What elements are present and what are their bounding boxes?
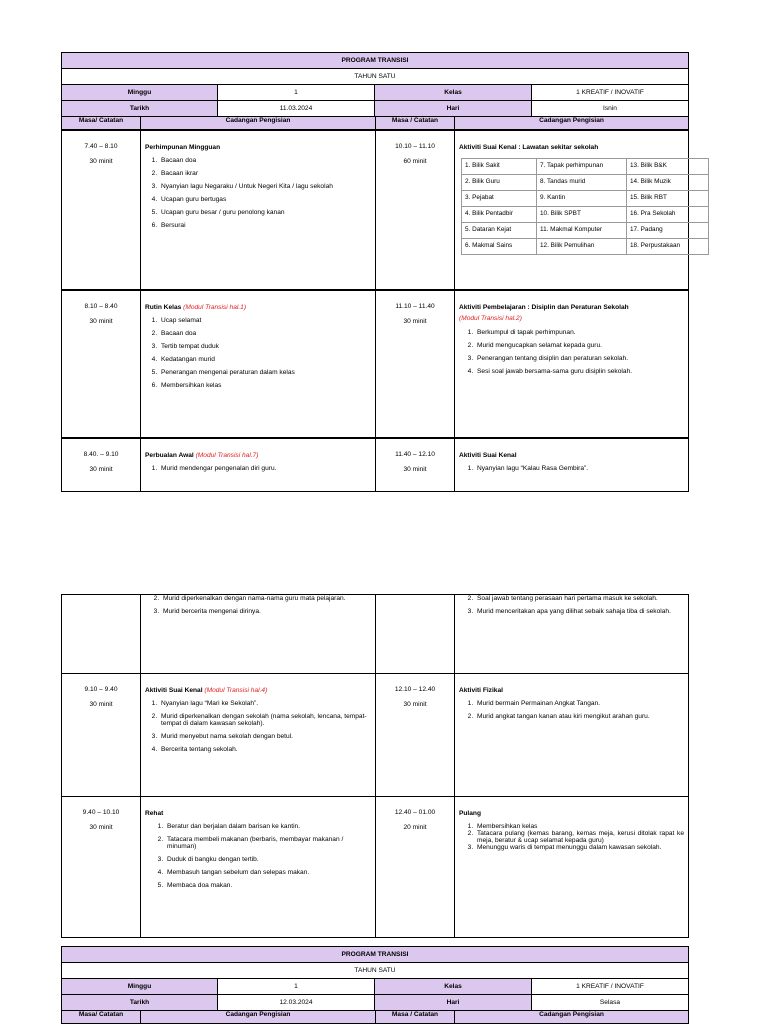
- activity-name: Aktiviti Suai Kenal: [459, 452, 517, 459]
- time-cell-right: [375, 673, 455, 797]
- list-item: 4. Bercerita tentang sekolah.: [159, 746, 371, 753]
- time-cell-continued-right: [375, 594, 455, 674]
- time-cell-left: [61, 438, 141, 492]
- activity-list: [459, 823, 684, 851]
- list-item: 1. Ucap selamat: [159, 317, 371, 324]
- duration: 30 minit: [89, 466, 113, 473]
- room-cell: 6. Makmal Sains: [462, 239, 537, 255]
- activity-name: Aktiviti Suai Kenal : Lawatan sekitar sekolah: [459, 144, 599, 151]
- room-cell: 14. Bilik Muzik: [627, 175, 709, 191]
- time-cell-right: [375, 290, 455, 438]
- activity-name: Rehat: [145, 810, 164, 817]
- list-item: 4. Sesi soal jawab bersama-sama guru disiplin sekolah.: [475, 368, 684, 375]
- activity-name: Aktiviti Pembelajaran : Disiplin dan Peraturan Sekolah: [459, 304, 629, 311]
- minggu-label: Minggu: [61, 84, 218, 101]
- list-item: 1. Nyanyian lagu “Mari ke Sekolah”.: [159, 700, 371, 707]
- cadangan-header: Cadangan Pengisian: [140, 116, 376, 130]
- time-range: 9.10 – 9.40: [84, 686, 118, 693]
- list-item: 3. Penerangan tentang disiplin dan peraturan sekolah.: [475, 355, 684, 362]
- activity-cell-right: [454, 130, 689, 290]
- room-cell: 5. Dataran Kejat: [462, 223, 537, 239]
- activity-cell-left: [140, 438, 376, 492]
- room-cell: 11. Makmal Komputer: [537, 223, 627, 239]
- list-item: 4. Membasuh tangan sebelum dan selepas makan.: [165, 869, 371, 876]
- room-cell: 2. Bilik Guru: [462, 175, 537, 191]
- module-reference: (Modul Transisi hal.7): [195, 452, 259, 459]
- room-cell: 17. Padang: [627, 223, 709, 239]
- activity-title: [145, 810, 371, 817]
- activity-name: Pulang: [459, 810, 481, 817]
- rooms-table: [461, 158, 709, 255]
- duration: 30 minit: [89, 318, 113, 325]
- activity-title: [459, 304, 684, 311]
- room-cell: 3. Pejabat: [462, 191, 537, 207]
- cadangan-header: Cadangan Pengisian: [140, 1010, 376, 1024]
- list-item: 2. Murid diperkenalkan dengan sekolah (nama sekolah, lencana, tempat-tempat di dalam kawasan sekolah).: [159, 713, 371, 727]
- duration: 30 minit: [403, 318, 427, 325]
- activity-list: [145, 823, 371, 889]
- time-cell-left: [61, 673, 141, 797]
- activity-list: [145, 157, 371, 229]
- time-range: 8.40. – 9.10: [83, 451, 119, 458]
- list-item: 2. Murid mengucapkan selamat kepada guru.: [475, 342, 684, 349]
- list-item: 3. Duduk di bangku dengan tertib.: [165, 856, 371, 863]
- list-item: 4. Ucapan guru bertugas: [159, 196, 371, 203]
- room-cell: 10. Bilik SPBT: [537, 207, 627, 223]
- time-range: 7.40 – 8.10: [84, 143, 118, 150]
- list-item: 2. Bacaan doa: [159, 330, 371, 337]
- duration: 20 minit: [403, 824, 427, 831]
- list-item: 1. Beratur dan berjalan dalam barisan ke kantin.: [165, 823, 371, 830]
- room-cell: 4. Bilik Pentadbir: [462, 207, 537, 223]
- activity-name: Aktiviti Suai Kenal: [145, 687, 203, 694]
- list-item: 2. Bacaan ikrar: [159, 170, 371, 177]
- room-cell: 7. Tapak perhimpunan: [537, 159, 627, 175]
- time-range: 8.10 – 8.40: [84, 303, 118, 310]
- cadangan-header-2: Cadangan Pengisian: [454, 116, 689, 130]
- duration: 30 minit: [403, 466, 427, 473]
- activity-cell-right: [454, 290, 689, 438]
- time-cell-right: [375, 796, 455, 938]
- activity-list: [145, 317, 371, 389]
- masa-header: Masa/ Catatan: [61, 116, 141, 130]
- list-item: 2. Soal jawab tentang perasaan hari pertama masuk ke sekolah.: [475, 595, 684, 602]
- activity-list: [459, 700, 684, 720]
- duration: 30 minit: [89, 824, 113, 831]
- program-title: PROGRAM TRANSISI: [61, 52, 689, 69]
- time-range: 9.40 – 10.10: [82, 809, 120, 816]
- hari-label: Hari: [374, 100, 532, 117]
- list-item: 4. Kedatangan murid: [159, 356, 371, 363]
- room-cell: 13. Bilik B&K: [627, 159, 709, 175]
- activity-list: [145, 595, 371, 615]
- list-item: 3. Murid bercerita mengenai dirinya.: [161, 608, 371, 615]
- list-item: 5. Membaca doa makan.: [165, 882, 371, 889]
- time-cell-left: [61, 130, 141, 290]
- activity-list: [459, 465, 684, 472]
- hari-label: Hari: [374, 994, 532, 1011]
- activity-list: [459, 329, 684, 375]
- list-item: 3. Murid menceritakan apa yang dilihat sebaik sahaja tiba di sekolah.: [475, 608, 684, 615]
- activity-title: [459, 144, 684, 151]
- list-item: 5. Ucapan guru besar / guru penolong kanan: [159, 209, 371, 216]
- activity-cell-right: [454, 438, 689, 492]
- activity-name: Perbualan Awal: [145, 452, 194, 459]
- cadangan-header-2: Cadangan Pengisian: [454, 1010, 689, 1024]
- time-cell-right: [375, 438, 455, 492]
- list-item: 1. Membersihkan kelas: [475, 823, 684, 830]
- tarikh-value: 12.03.2024: [217, 994, 375, 1011]
- time-cell-left: [61, 796, 141, 938]
- kelas-label: Kelas: [374, 84, 532, 101]
- time-range: 12.40 – 01.00: [394, 809, 436, 816]
- program-subtitle: TAHUN SATU: [61, 962, 689, 979]
- list-item: 1. Bacaan doa: [159, 157, 371, 164]
- duration: 30 minit: [89, 158, 113, 165]
- room-cell: 12. Bilik Pemulihan: [537, 239, 627, 255]
- time-range: 12.10 – 12.40: [394, 686, 436, 693]
- hari-value: Isnin: [531, 100, 689, 117]
- hari-value: Selasa: [531, 994, 689, 1011]
- list-item: 2. Tatacara pulang (kemas barang, kemas meja, kerusi ditolak rapat ke meja, beratur & ucap selamat kepada guru): [475, 830, 684, 844]
- activity-title: [459, 810, 684, 817]
- tarikh-label: Tarikh: [61, 994, 218, 1011]
- kelas-value: 1 KREATIF / INOVATIF: [531, 978, 689, 995]
- room-cell: 18. Perpustakaan: [627, 239, 709, 255]
- module-reference: (Modul Transisi hal.1): [183, 304, 247, 311]
- activity-name: Rutin Kelas: [145, 304, 182, 311]
- activity-cell-right: [454, 673, 689, 797]
- masa-header: Masa/ Catatan: [61, 1010, 141, 1024]
- module-reference: (Modul Transisi hal.2): [459, 315, 522, 322]
- activity-title: [459, 687, 684, 694]
- activity-cell-left: [140, 130, 376, 290]
- program-subtitle: TAHUN SATU: [61, 68, 689, 85]
- activity-cell-left: [140, 290, 376, 438]
- time-cell-right: [375, 130, 455, 290]
- activity-cell-right: [454, 796, 689, 938]
- tarikh-value: 11.03.2024: [217, 100, 375, 117]
- list-item: 5. Penerangan mengenai peraturan dalam kelas: [159, 369, 371, 376]
- kelas-label: Kelas: [374, 978, 532, 995]
- activity-list: [459, 595, 684, 615]
- time-cell-left: [61, 290, 141, 438]
- list-item: 6. Membersihkan kelas: [159, 382, 371, 389]
- program-title: PROGRAM TRANSISI: [61, 946, 689, 963]
- list-item: 1. Nyanyian lagu “Kalau Rasa Gembira”.: [475, 465, 684, 472]
- room-cell: 15. Bilik RBT: [627, 191, 709, 207]
- list-item: 2. Murid angkat tangan kanan atau kiri mengikut arahan guru.: [475, 713, 684, 720]
- activity-title: [145, 452, 371, 459]
- kelas-value: 1 KREATIF / INOVATIF: [531, 84, 689, 101]
- activity-cell-continued-right: [454, 594, 689, 674]
- room-cell: 9. Kantin: [537, 191, 627, 207]
- activity-list: [145, 700, 371, 753]
- list-item: 1. Murid bermain Permainan Angkat Tangan.: [475, 700, 684, 707]
- list-item: 3. Nyanyian lagu Negaraku / Untuk Negeri Kita / lagu sekolah: [159, 183, 371, 190]
- duration: 30 minit: [403, 701, 427, 708]
- duration: 30 minit: [89, 701, 113, 708]
- activity-name: Perhimpunan Mingguan: [145, 144, 221, 151]
- activity-title: [145, 144, 371, 151]
- time-range: 11.40 – 12.10: [395, 451, 435, 458]
- minggu-value: 1: [217, 978, 375, 995]
- activity-title: [459, 452, 684, 459]
- activity-name: Aktiviti Fizikal: [459, 687, 503, 694]
- activity-title: [145, 687, 371, 694]
- room-cell: 8. Tandas murid: [537, 175, 627, 191]
- list-item: 2. Murid diperkenalkan dengan nama-nama guru mata pelajaran.: [161, 595, 371, 602]
- list-item: 3. Murid menyebut nama sekolah dengan betul.: [159, 733, 371, 740]
- list-item: 6. Bersurai: [159, 222, 371, 229]
- time-range: 10.10 – 11.10: [395, 143, 435, 150]
- room-cell: 1. Bilik Sakit: [462, 159, 537, 175]
- time-cell-continued: [61, 594, 141, 674]
- activity-cell-left: [140, 673, 376, 797]
- list-item: 3. Menunggu waris di tempat menunggu dalam kawasan sekolah.: [475, 844, 684, 851]
- list-item: 2. Tatacara membeli makanan (berbaris, membayar makanan / minuman): [165, 836, 371, 850]
- activity-title: [145, 304, 371, 311]
- masa-header-2: Masa / Catatan: [375, 1010, 455, 1024]
- minggu-label: Minggu: [61, 978, 218, 995]
- module-reference: (Modul Transisi hal.4): [204, 687, 268, 694]
- activity-cell-continued-left: [140, 594, 376, 674]
- time-range: 11.10 – 11.40: [395, 303, 435, 310]
- list-item: 1. Berkumpul di tapak perhimpunan.: [475, 329, 684, 336]
- tarikh-label: Tarikh: [61, 100, 218, 117]
- duration: 60 minit: [403, 158, 427, 165]
- list-item: 1. Murid mendengar pengenalan diri guru.: [159, 465, 371, 472]
- activity-cell-left: [140, 796, 376, 938]
- room-cell: 16. Pra Sekolah: [627, 207, 709, 223]
- minggu-value: 1: [217, 84, 375, 101]
- activity-list: [145, 465, 371, 472]
- masa-header-2: Masa / Catatan: [375, 116, 455, 130]
- list-item: 3. Tertib tempat duduk: [159, 343, 371, 350]
